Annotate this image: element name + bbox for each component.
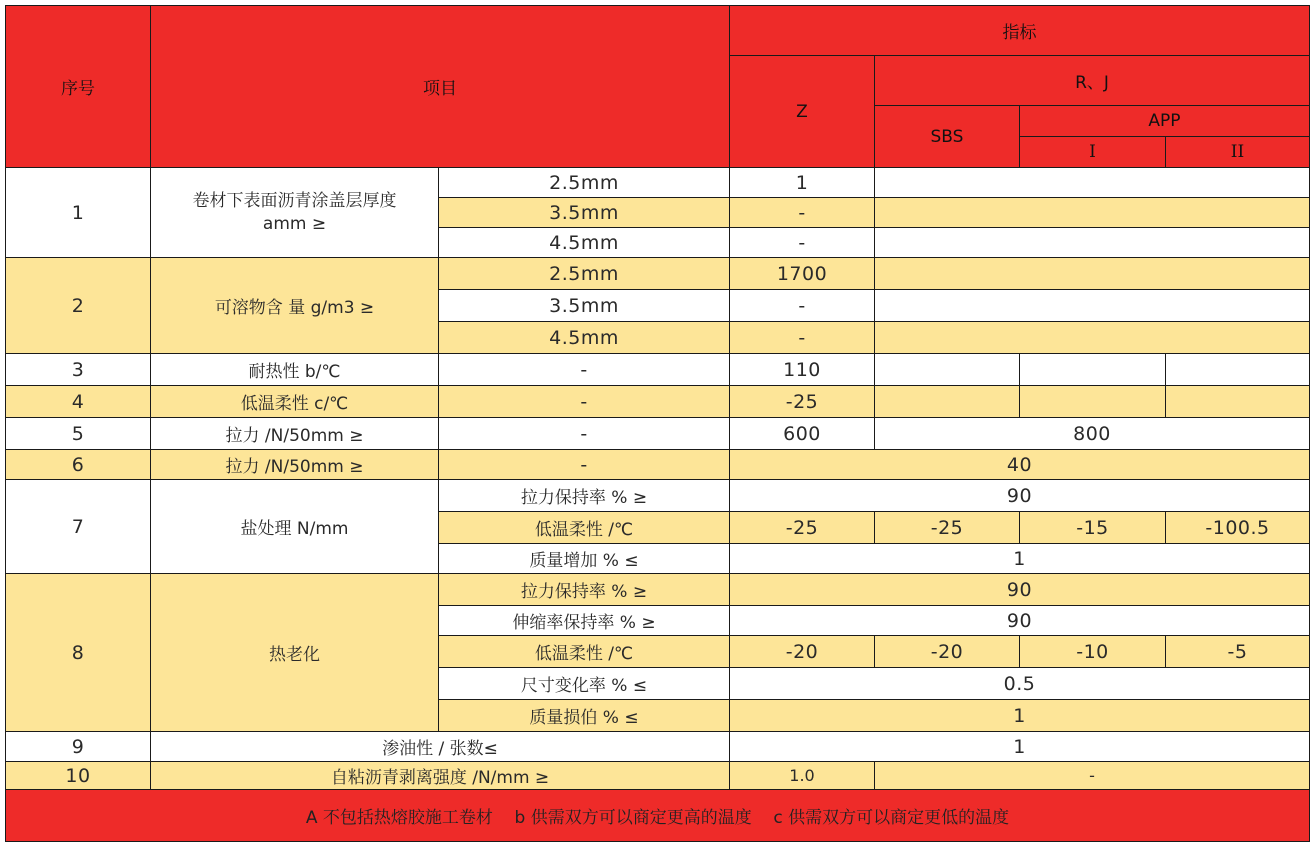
row-10-item: 自粘沥青剥离强度 /N/mm ≥ [151,762,730,790]
row-8-value-4: 0.5 [730,668,1310,700]
row-3-sub: - [439,354,730,386]
header-sbs: SBS [875,106,1020,168]
row-1-z-1: 1 [730,168,875,198]
row-4-sbs [875,386,1020,418]
row-1-z-2: - [730,198,875,228]
row-5-item: 拉力 /N/50mm ≥ [151,418,439,450]
header-item: 项目 [151,6,730,168]
row-6-value: 40 [730,450,1310,480]
row-8-sbs-3: -20 [875,636,1020,668]
row-9-no: 9 [6,732,151,762]
header-rj: R、J [875,56,1310,106]
row-2-sub-1: 2.5mm [439,258,730,290]
row-8-value-5: 1 [730,700,1310,732]
row-8-value-2: 90 [730,606,1310,636]
row-6-sub: - [439,450,730,480]
row-7-app2-2: -100.5 [1166,512,1310,544]
row-8-sub-4: 尺寸变化率 % ≤ [439,668,730,700]
row-4-item: 低温柔性 c/℃ [151,386,439,418]
row-1-sub-2: 3.5mm [439,198,730,228]
row-4-app-2 [1166,386,1310,418]
row-10-no: 10 [6,762,151,790]
row-8-z-3: -20 [730,636,875,668]
row-5-z: 600 [730,418,875,450]
row-3-z: 110 [730,354,875,386]
row-1-sub-1: 2.5mm [439,168,730,198]
header-indicator: 指标 [730,6,1310,56]
row-4-sub: - [439,386,730,418]
row-6-no: 6 [6,450,151,480]
row-7-no: 7 [6,480,151,574]
footer-notes: A 不包括热熔胶施工卷材 b 供需双方可以商定更高的温度 c 供需双方可以商定更低的温度 [6,790,1310,842]
row-4-z: -25 [730,386,875,418]
row-3-no: 3 [6,354,151,386]
row-5-sub: - [439,418,730,450]
row-4-app-1 [1020,386,1166,418]
row-1-item: 卷材下表面沥青涂盖层厚度 amm ≥ [151,168,439,258]
header-app: APP [1020,106,1310,137]
row-1-no: 1 [6,168,151,258]
row-8-value-1: 90 [730,574,1310,606]
row-7-item: 盐处理 N/mm [151,480,439,574]
row-7-value-1: 90 [730,480,1310,512]
row-10-rj: - [875,762,1310,790]
row-5-rj: 800 [875,418,1310,450]
row-1-rj-2 [875,198,1310,228]
row-7-sub-3: 质量增加 % ≤ [439,544,730,574]
row-1-rj-1 [875,168,1310,198]
row-8-app2-3: -5 [1166,636,1310,668]
row-7-sbs-2: -25 [875,512,1020,544]
row-2-rj-3 [875,322,1310,354]
row-9-item: 渗油性 / 张数≤ [151,732,730,762]
row-4-no: 4 [6,386,151,418]
row-1-z-3: - [730,228,875,258]
row-8-no: 8 [6,574,151,732]
row-7-app1-2: -15 [1020,512,1166,544]
row-2-item: 可溶物含 量 g/m3 ≥ [151,258,439,354]
row-7-sub-1: 拉力保持率 % ≥ [439,480,730,512]
header-seq: 序号 [6,6,151,168]
header-z: Z [730,56,875,168]
header-app-2: II [1166,137,1310,168]
row-8-sub-5: 质量损伯 % ≤ [439,700,730,732]
row-8-item: 热老化 [151,574,439,732]
row-6-item: 拉力 /N/50mm ≥ [151,450,439,480]
row-2-z-2: - [730,290,875,322]
row-3-sbs [875,354,1020,386]
row-10-z: 1.0 [730,762,875,790]
row-8-sub-2: 伸缩率保持率 % ≥ [439,606,730,636]
row-3-app-1 [1020,354,1166,386]
row-7-z-2: -25 [730,512,875,544]
row-2-z-3: - [730,322,875,354]
row-2-sub-3: 4.5mm [439,322,730,354]
row-7-value-3: 1 [730,544,1310,574]
row-1-rj-3 [875,228,1310,258]
row-2-no: 2 [6,258,151,354]
row-8-sub-1: 拉力保持率 % ≥ [439,574,730,606]
spec-table [5,5,1310,842]
row-3-item: 耐热性 b/℃ [151,354,439,386]
row-7-sub-2: 低温柔性 /℃ [439,512,730,544]
row-2-rj-2 [875,290,1310,322]
row-9-value: 1 [730,732,1310,762]
row-8-sub-3: 低温柔性 /℃ [439,636,730,668]
header-app-1: I [1020,137,1166,168]
row-2-sub-2: 3.5mm [439,290,730,322]
row-1-sub-3: 4.5mm [439,228,730,258]
row-5-no: 5 [6,418,151,450]
row-2-rj-1 [875,258,1310,290]
row-2-z-1: 1700 [730,258,875,290]
row-3-app-2 [1166,354,1310,386]
row-8-app1-3: -10 [1020,636,1166,668]
